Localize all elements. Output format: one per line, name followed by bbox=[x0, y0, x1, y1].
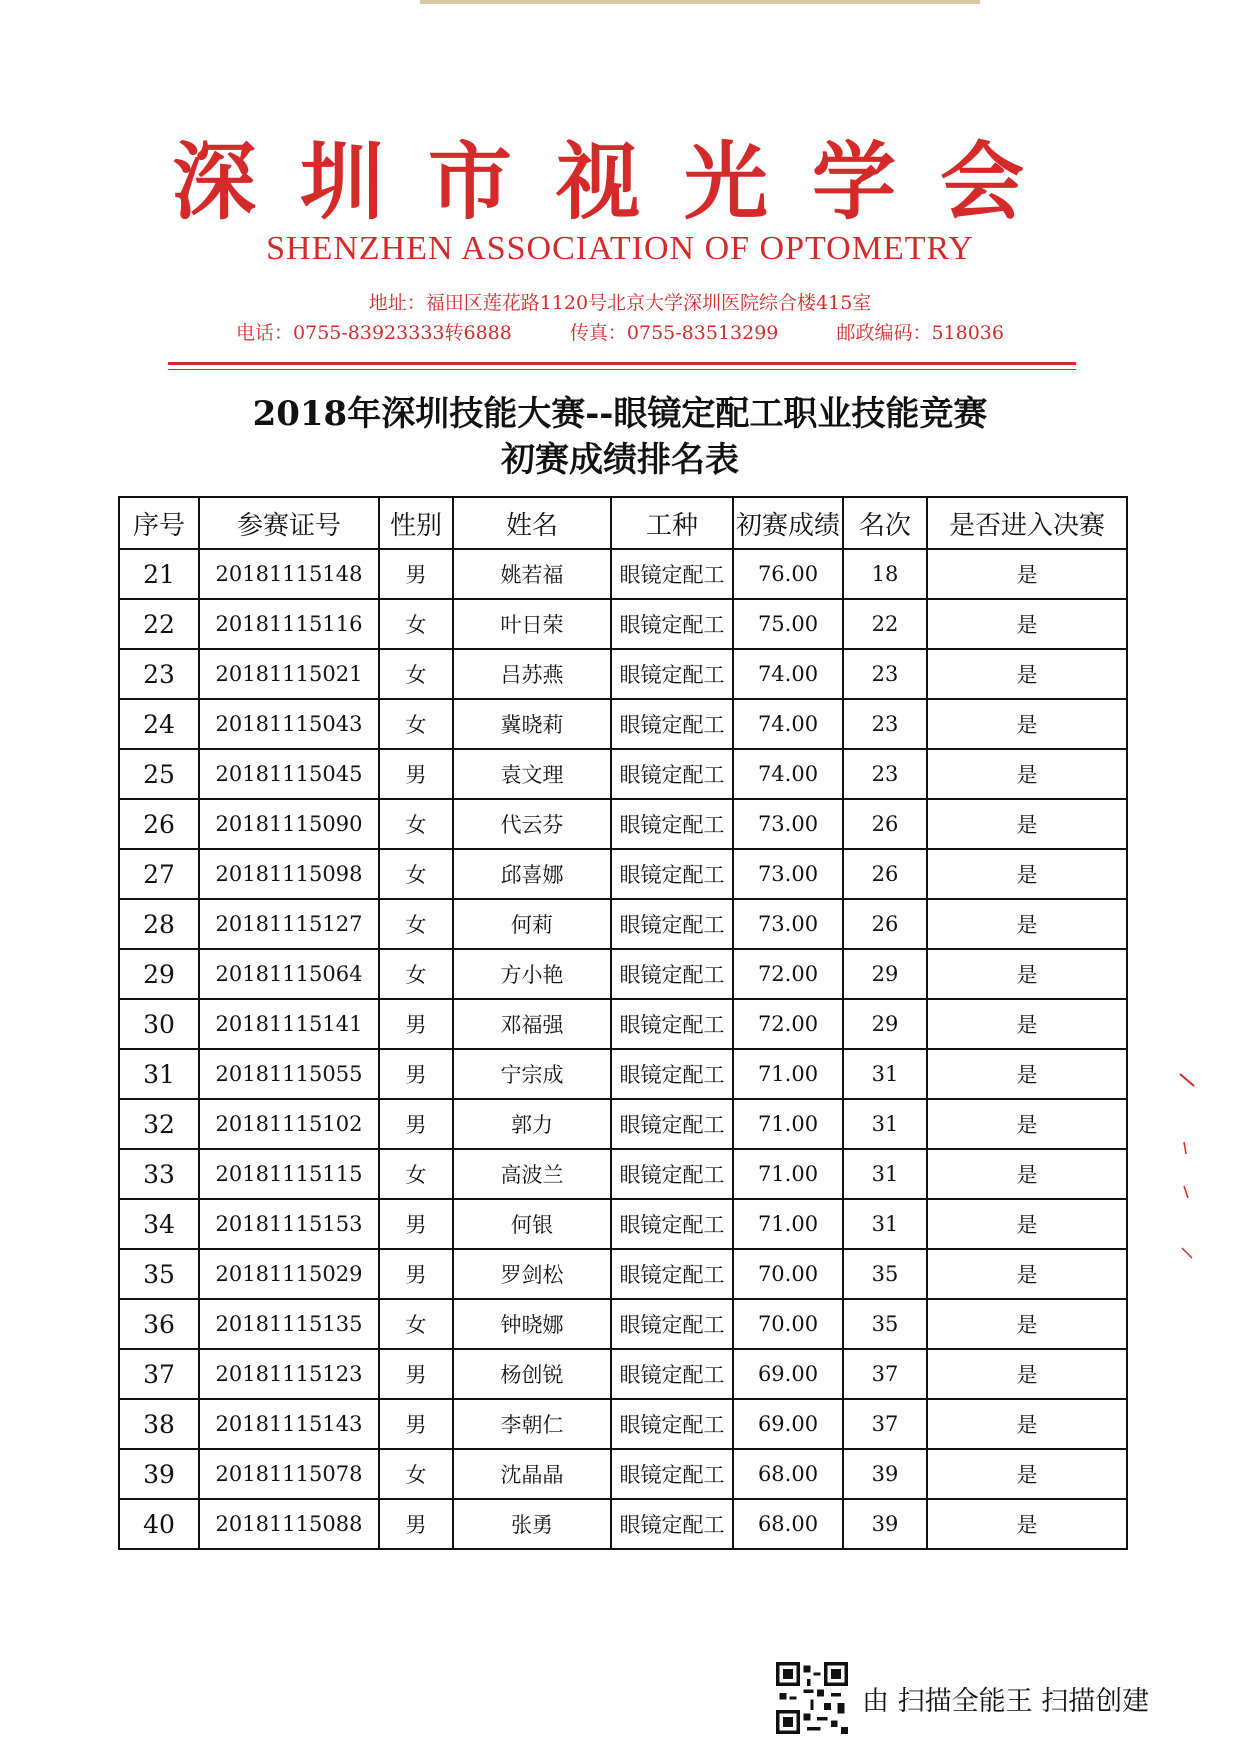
row-name: 宁宗成 bbox=[453, 1049, 611, 1099]
row-finalist: 是 bbox=[927, 999, 1127, 1049]
row-cert-no: 20181115064 bbox=[199, 949, 379, 999]
row-index: 37 bbox=[119, 1349, 199, 1399]
row-name: 张勇 bbox=[453, 1499, 611, 1549]
row-index: 29 bbox=[119, 949, 199, 999]
edge-red-marks bbox=[1176, 1070, 1200, 1270]
row-finalist: 是 bbox=[927, 849, 1127, 899]
row-rank: 18 bbox=[843, 549, 927, 599]
doc-title: 2018年深圳技能大赛--眼镜定配工职业技能竞赛 bbox=[252, 394, 988, 434]
row-name: 钟晓娜 bbox=[453, 1299, 611, 1349]
row-trade: 眼镜定配工 bbox=[611, 699, 733, 749]
col-header-rank: 名次 bbox=[843, 497, 927, 549]
row-index: 38 bbox=[119, 1399, 199, 1449]
row-gender: 男 bbox=[379, 1049, 453, 1099]
row-cert-no: 20181115148 bbox=[199, 549, 379, 599]
row-score: 69.00 bbox=[733, 1399, 843, 1449]
row-trade: 眼镜定配工 bbox=[611, 899, 733, 949]
row-cert-no: 20181115088 bbox=[199, 1499, 379, 1549]
row-trade: 眼镜定配工 bbox=[611, 749, 733, 799]
row-trade: 眼镜定配工 bbox=[611, 1199, 733, 1249]
row-name: 叶日荣 bbox=[453, 599, 611, 649]
col-header-finalist: 是否进入决赛 bbox=[927, 497, 1127, 549]
row-trade: 眼镜定配工 bbox=[611, 1499, 733, 1549]
row-score: 75.00 bbox=[733, 599, 843, 649]
row-rank: 23 bbox=[843, 749, 927, 799]
row-finalist: 是 bbox=[927, 1249, 1127, 1299]
row-index: 35 bbox=[119, 1249, 199, 1299]
row-trade: 眼镜定配工 bbox=[611, 1049, 733, 1099]
row-rank: 39 bbox=[843, 1449, 927, 1499]
row-score: 69.00 bbox=[733, 1349, 843, 1399]
table-row bbox=[119, 1499, 1127, 1549]
row-score: 74.00 bbox=[733, 649, 843, 699]
row-index: 32 bbox=[119, 1099, 199, 1149]
row-cert-no: 20181115115 bbox=[199, 1149, 379, 1199]
scanner-credit-text: 由 扫描全能王 扫描创建 bbox=[862, 1685, 1150, 1717]
row-score: 68.00 bbox=[733, 1449, 843, 1499]
row-index: 27 bbox=[119, 849, 199, 899]
letterhead-rule-thin bbox=[168, 369, 1076, 370]
row-finalist: 是 bbox=[927, 1299, 1127, 1349]
row-score: 68.00 bbox=[733, 1499, 843, 1549]
row-trade: 眼镜定配工 bbox=[611, 1099, 733, 1149]
org-postcode: 邮政编码：518036 bbox=[836, 322, 1004, 344]
org-address: 地址：福田区莲花路1120号北京大学深圳医院综合楼415室 bbox=[368, 292, 872, 314]
org-contact-row bbox=[0, 318, 1240, 345]
row-score: 71.00 bbox=[733, 1199, 843, 1249]
row-rank: 35 bbox=[843, 1299, 927, 1349]
row-trade: 眼镜定配工 bbox=[611, 599, 733, 649]
row-cert-no: 20181115055 bbox=[199, 1049, 379, 1099]
col-header-cert-no: 参赛证号 bbox=[199, 497, 379, 549]
row-cert-no: 20181115102 bbox=[199, 1099, 379, 1149]
scanner-watermark bbox=[776, 1662, 1149, 1734]
row-finalist: 是 bbox=[927, 1199, 1127, 1249]
org-name-cn: 深圳市视光学会 bbox=[171, 132, 1068, 231]
row-gender: 女 bbox=[379, 1449, 453, 1499]
row-finalist: 是 bbox=[927, 949, 1127, 999]
row-rank: 37 bbox=[843, 1399, 927, 1449]
row-rank: 26 bbox=[843, 899, 927, 949]
row-trade: 眼镜定配工 bbox=[611, 949, 733, 999]
row-gender: 男 bbox=[379, 1399, 453, 1449]
row-gender: 男 bbox=[379, 1499, 453, 1549]
row-gender: 女 bbox=[379, 699, 453, 749]
row-score: 70.00 bbox=[733, 1299, 843, 1349]
col-header-trade: 工种 bbox=[611, 497, 733, 549]
table-row bbox=[119, 849, 1127, 899]
row-name: 郭力 bbox=[453, 1099, 611, 1149]
row-trade: 眼镜定配工 bbox=[611, 1149, 733, 1199]
table-row bbox=[119, 749, 1127, 799]
table-row bbox=[119, 1099, 1127, 1149]
col-header-name: 姓名 bbox=[453, 497, 611, 549]
row-name: 邱喜娜 bbox=[453, 849, 611, 899]
row-score: 71.00 bbox=[733, 1049, 843, 1099]
row-gender: 女 bbox=[379, 599, 453, 649]
row-rank: 23 bbox=[843, 699, 927, 749]
row-cert-no: 20181115153 bbox=[199, 1199, 379, 1249]
row-cert-no: 20181115135 bbox=[199, 1299, 379, 1349]
row-trade: 眼镜定配工 bbox=[611, 1399, 733, 1449]
row-cert-no: 20181115029 bbox=[199, 1249, 379, 1299]
row-finalist: 是 bbox=[927, 649, 1127, 699]
qr-code-icon bbox=[776, 1662, 848, 1734]
results-table bbox=[118, 496, 1128, 1550]
row-rank: 26 bbox=[843, 849, 927, 899]
row-score: 74.00 bbox=[733, 749, 843, 799]
row-score: 73.00 bbox=[733, 899, 843, 949]
row-finalist: 是 bbox=[927, 899, 1127, 949]
row-finalist: 是 bbox=[927, 749, 1127, 799]
org-phone: 电话：0755-83923333转6888 bbox=[236, 322, 512, 344]
row-score: 72.00 bbox=[733, 949, 843, 999]
row-finalist: 是 bbox=[927, 1449, 1127, 1499]
row-name: 沈晶晶 bbox=[453, 1449, 611, 1499]
org-name-en: SHENZHEN ASSOCIATION OF OPTOMETRY bbox=[266, 230, 974, 267]
row-rank: 23 bbox=[843, 649, 927, 699]
table-row bbox=[119, 949, 1127, 999]
table-row bbox=[119, 1349, 1127, 1399]
col-header-gender: 性别 bbox=[379, 497, 453, 549]
row-rank: 22 bbox=[843, 599, 927, 649]
row-cert-no: 20181115116 bbox=[199, 599, 379, 649]
row-index: 22 bbox=[119, 599, 199, 649]
row-finalist: 是 bbox=[927, 1099, 1127, 1149]
table-row bbox=[119, 1199, 1127, 1249]
row-trade: 眼镜定配工 bbox=[611, 1249, 733, 1299]
row-name: 吕苏燕 bbox=[453, 649, 611, 699]
table-row bbox=[119, 799, 1127, 849]
row-trade: 眼镜定配工 bbox=[611, 549, 733, 599]
row-rank: 31 bbox=[843, 1049, 927, 1099]
table-row bbox=[119, 1449, 1127, 1499]
row-gender: 女 bbox=[379, 649, 453, 699]
row-rank: 31 bbox=[843, 1099, 927, 1149]
row-rank: 39 bbox=[843, 1499, 927, 1549]
row-score: 71.00 bbox=[733, 1149, 843, 1199]
row-index: 26 bbox=[119, 799, 199, 849]
row-gender: 男 bbox=[379, 749, 453, 799]
row-rank: 35 bbox=[843, 1249, 927, 1299]
row-gender: 女 bbox=[379, 949, 453, 999]
row-gender: 女 bbox=[379, 1299, 453, 1349]
row-trade: 眼镜定配工 bbox=[611, 649, 733, 699]
row-index: 23 bbox=[119, 649, 199, 699]
row-finalist: 是 bbox=[927, 1349, 1127, 1399]
table-row bbox=[119, 899, 1127, 949]
row-score: 74.00 bbox=[733, 699, 843, 749]
row-rank: 29 bbox=[843, 949, 927, 999]
row-name: 邓福强 bbox=[453, 999, 611, 1049]
row-name: 方小艳 bbox=[453, 949, 611, 999]
row-gender: 男 bbox=[379, 1349, 453, 1399]
row-finalist: 是 bbox=[927, 699, 1127, 749]
row-trade: 眼镜定配工 bbox=[611, 799, 733, 849]
row-cert-no: 20181115127 bbox=[199, 899, 379, 949]
row-index: 21 bbox=[119, 549, 199, 599]
row-finalist: 是 bbox=[927, 1499, 1127, 1549]
row-cert-no: 20181115090 bbox=[199, 799, 379, 849]
row-gender: 女 bbox=[379, 899, 453, 949]
row-name: 罗剑松 bbox=[453, 1249, 611, 1299]
scan-edge-stain bbox=[420, 0, 980, 4]
row-finalist: 是 bbox=[927, 1399, 1127, 1449]
row-gender: 女 bbox=[379, 1149, 453, 1199]
table-row bbox=[119, 1249, 1127, 1299]
row-gender: 女 bbox=[379, 849, 453, 899]
row-rank: 26 bbox=[843, 799, 927, 849]
row-name: 代云芬 bbox=[453, 799, 611, 849]
row-gender: 男 bbox=[379, 999, 453, 1049]
letterhead-rule-thick bbox=[168, 362, 1076, 365]
row-trade: 眼镜定配工 bbox=[611, 849, 733, 899]
row-trade: 眼镜定配工 bbox=[611, 999, 733, 1049]
row-cert-no: 20181115045 bbox=[199, 749, 379, 799]
row-cert-no: 20181115021 bbox=[199, 649, 379, 699]
row-name: 何莉 bbox=[453, 899, 611, 949]
row-trade: 眼镜定配工 bbox=[611, 1349, 733, 1399]
row-name: 何银 bbox=[453, 1199, 611, 1249]
row-trade: 眼镜定配工 bbox=[611, 1299, 733, 1349]
row-index: 31 bbox=[119, 1049, 199, 1099]
table-row bbox=[119, 1049, 1127, 1099]
row-finalist: 是 bbox=[927, 549, 1127, 599]
row-name: 冀晓莉 bbox=[453, 699, 611, 749]
row-cert-no: 20181115043 bbox=[199, 699, 379, 749]
row-name: 姚若福 bbox=[453, 549, 611, 599]
row-rank: 29 bbox=[843, 999, 927, 1049]
row-rank: 31 bbox=[843, 1199, 927, 1249]
row-name: 高波兰 bbox=[453, 1149, 611, 1199]
row-gender: 男 bbox=[379, 1099, 453, 1149]
row-finalist: 是 bbox=[927, 799, 1127, 849]
table-row bbox=[119, 1399, 1127, 1449]
table-row bbox=[119, 1149, 1127, 1199]
row-score: 71.00 bbox=[733, 1099, 843, 1149]
row-cert-no: 20181115098 bbox=[199, 849, 379, 899]
row-index: 36 bbox=[119, 1299, 199, 1349]
row-score: 70.00 bbox=[733, 1249, 843, 1299]
row-gender: 男 bbox=[379, 549, 453, 599]
row-finalist: 是 bbox=[927, 599, 1127, 649]
row-score: 73.00 bbox=[733, 799, 843, 849]
row-index: 40 bbox=[119, 1499, 199, 1549]
col-header-index: 序号 bbox=[119, 497, 199, 549]
row-name: 杨创锐 bbox=[453, 1349, 611, 1399]
row-index: 30 bbox=[119, 999, 199, 1049]
table-row bbox=[119, 699, 1127, 749]
row-gender: 男 bbox=[379, 1199, 453, 1249]
row-index: 24 bbox=[119, 699, 199, 749]
table-row bbox=[119, 549, 1127, 599]
row-cert-no: 20181115143 bbox=[199, 1399, 379, 1449]
row-trade: 眼镜定配工 bbox=[611, 1449, 733, 1499]
table-row bbox=[119, 1299, 1127, 1349]
table-row bbox=[119, 649, 1127, 699]
doc-subtitle: 初赛成绩排名表 bbox=[501, 440, 739, 480]
row-cert-no: 20181115141 bbox=[199, 999, 379, 1049]
col-header-score: 初赛成绩 bbox=[733, 497, 843, 549]
row-index: 25 bbox=[119, 749, 199, 799]
row-score: 73.00 bbox=[733, 849, 843, 899]
row-name: 李朝仁 bbox=[453, 1399, 611, 1449]
row-score: 72.00 bbox=[733, 999, 843, 1049]
row-rank: 37 bbox=[843, 1349, 927, 1399]
table-header-row bbox=[119, 497, 1127, 549]
row-gender: 男 bbox=[379, 1249, 453, 1299]
row-finalist: 是 bbox=[927, 1049, 1127, 1099]
table-row bbox=[119, 999, 1127, 1049]
row-index: 34 bbox=[119, 1199, 199, 1249]
row-index: 28 bbox=[119, 899, 199, 949]
row-rank: 31 bbox=[843, 1149, 927, 1199]
row-gender: 女 bbox=[379, 799, 453, 849]
row-index: 39 bbox=[119, 1449, 199, 1499]
row-name: 袁文理 bbox=[453, 749, 611, 799]
row-cert-no: 20181115123 bbox=[199, 1349, 379, 1399]
row-index: 33 bbox=[119, 1149, 199, 1199]
table-row bbox=[119, 599, 1127, 649]
row-score: 76.00 bbox=[733, 549, 843, 599]
row-cert-no: 20181115078 bbox=[199, 1449, 379, 1499]
row-finalist: 是 bbox=[927, 1149, 1127, 1199]
org-fax: 传真：0755-83513299 bbox=[569, 322, 779, 344]
